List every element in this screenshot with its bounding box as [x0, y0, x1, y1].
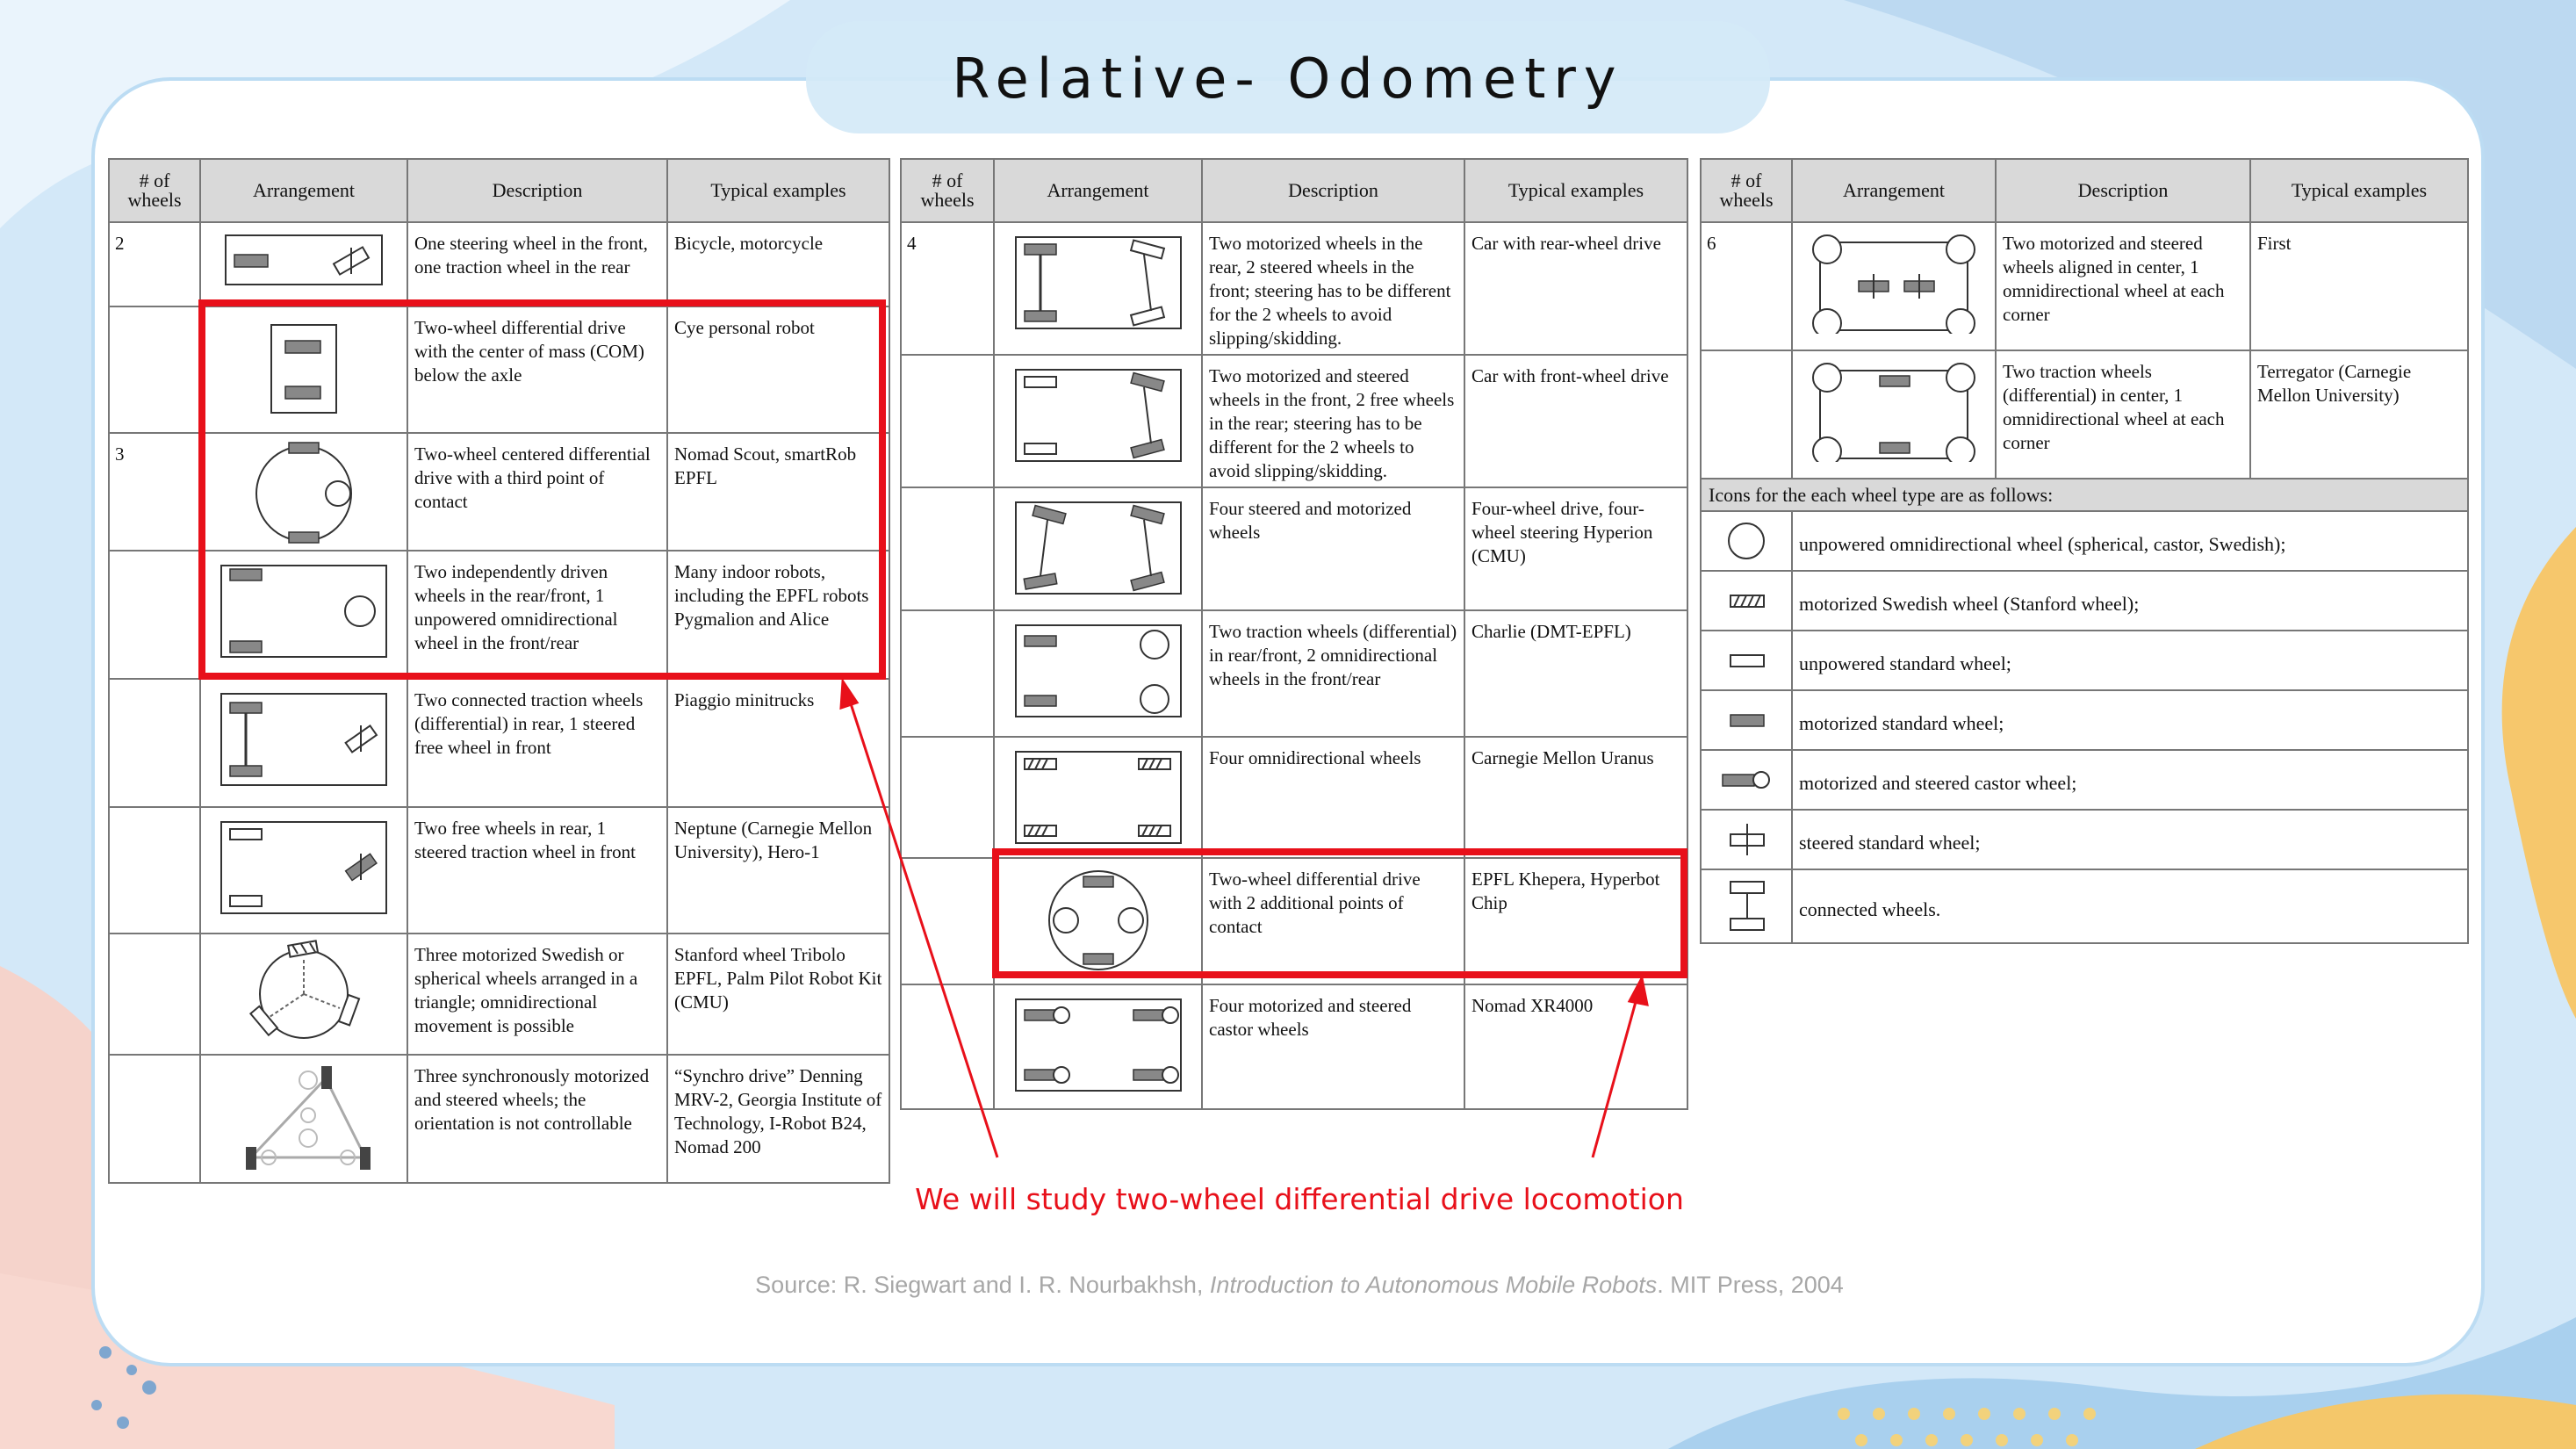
- row-examples: Car with front-wheel drive: [1464, 355, 1687, 487]
- row-examples: “Synchro drive” Denning MRV-2, Georgia Institute of Technology, I-Robot B24, Nomad 200: [667, 1055, 889, 1183]
- legend-text: motorized standard wheel;: [1792, 690, 2468, 750]
- row-description: Two motorized and steered wheels aligned in center, 1 omnidirectional wheel at each corner: [1996, 222, 2250, 350]
- arrow-head-right-icon: [1630, 978, 1647, 1005]
- arrow-head-left-icon: [841, 681, 857, 708]
- legend-title: Icons for the each wheel type are as follows:: [1701, 479, 2468, 511]
- study-note: We will study two-wheel differential drive locomotion: [915, 1182, 1684, 1216]
- header-description: Description: [1996, 159, 2250, 222]
- row-description: Two motorized and steered wheels in the front, 2 free wheels in the rear; steering has to be different for the 2 wheels to avoid slipping/skidding.: [1202, 355, 1464, 487]
- row-description: Two independently driven wheels in the rear/front, 1 unpowered omnidirectional wheel in the front/rear: [407, 551, 667, 679]
- row-examples: Car with rear-wheel drive: [1464, 222, 1687, 355]
- header-examples: Typical examples: [2250, 159, 2468, 222]
- legend-text: unpowered omnidirectional wheel (spherical, castor, Swedish);: [1792, 511, 2468, 571]
- row-description: Four steered and motorized wheels: [1202, 487, 1464, 610]
- row-description: One steering wheel in the front, one traction wheel in the rear: [407, 222, 667, 306]
- row-examples: First: [2250, 222, 2468, 350]
- source-book: Introduction to Autonomous Mobile Robots: [1209, 1272, 1658, 1298]
- row-examples: Cye personal robot: [667, 306, 889, 433]
- row-examples: EPFL Khepera, Hyperbot Chip: [1464, 858, 1687, 984]
- row-examples: Terregator (Carnegie Mellon University): [2250, 350, 2468, 479]
- row-examples: Neptune (Carnegie Mellon University), Hero-1: [667, 807, 889, 934]
- header-arrangement: Arrangement: [200, 159, 407, 222]
- row-examples: Nomad Scout, smartRob EPFL: [667, 433, 889, 551]
- row-description: Two motorized wheels in the rear, 2 steered wheels in the front; steering has to be different for the 2 wheels to avoid slipping/skidding.: [1202, 222, 1464, 355]
- row-description: Two free wheels in rear, 1 steered traction wheel in front: [407, 807, 667, 934]
- row-examples: Piaggio minitrucks: [667, 679, 889, 807]
- row-description: Four omnidirectional wheels: [1202, 737, 1464, 858]
- header-wheels: # of wheels: [1701, 159, 1792, 222]
- wheel-count: 2: [109, 222, 200, 306]
- header-examples: Typical examples: [667, 159, 889, 222]
- header-description: Description: [1202, 159, 1464, 222]
- row-examples: Many indoor robots, including the EPFL robots Pygmalion and Alice: [667, 551, 889, 679]
- legend-text: motorized and steered castor wheel;: [1792, 750, 2468, 810]
- row-examples: Stanford wheel Tribolo EPFL, Palm Pilot Robot Kit (CMU): [667, 934, 889, 1055]
- source-prefix: Source: R. Siegwart and I. R. Nourbakhsh,: [755, 1272, 1210, 1298]
- row-examples: Carnegie Mellon Uranus: [1464, 737, 1687, 858]
- wheel-count: 4: [901, 222, 994, 355]
- page-title: Relative- Odometry: [952, 47, 1624, 111]
- legend-text: steered standard wheel;: [1792, 810, 2468, 869]
- wheel-count: 3: [109, 433, 200, 551]
- row-description: Two traction wheels (differential) in center, 1 omnidirectional wheel at each corner: [1996, 350, 2250, 479]
- row-examples: Four-wheel drive, four-wheel steering Hyperion (CMU): [1464, 487, 1687, 610]
- row-examples: Charlie (DMT-EPFL): [1464, 610, 1687, 737]
- header-description: Description: [407, 159, 667, 222]
- header-arrangement: Arrangement: [1792, 159, 1996, 222]
- row-description: Two traction wheels (differential) in rear/front, 2 omnidirectional wheels in the front/rear: [1202, 610, 1464, 737]
- row-description: Two connected traction wheels (differential) in rear, 1 steered free wheel in front: [407, 679, 667, 807]
- row-description: Two-wheel differential drive with the center of mass (COM) below the axle: [407, 306, 667, 433]
- row-description: Three motorized Swedish or spherical wheels arranged in a triangle; omnidirectional movement is possible: [407, 934, 667, 1055]
- legend-text: motorized Swedish wheel (Stanford wheel);: [1792, 571, 2468, 631]
- legend-text: connected wheels.: [1792, 869, 2468, 943]
- header-wheels: # of wheels: [109, 159, 200, 222]
- row-description: Two-wheel differential drive with 2 additional points of contact: [1202, 858, 1464, 984]
- source-suffix: . MIT Press, 2004: [1657, 1272, 1844, 1298]
- wheel-count: 6: [1701, 222, 1792, 350]
- header-wheels: # of wheels: [901, 159, 994, 222]
- row-description: Two-wheel centered differential drive with a third point of contact: [407, 433, 667, 551]
- row-examples: Nomad XR4000: [1464, 984, 1687, 1109]
- row-description: Four motorized and steered castor wheels: [1202, 984, 1464, 1109]
- row-description: Three synchronously motorized and steered wheels; the orientation is not controllable: [407, 1055, 667, 1183]
- header-arrangement: Arrangement: [994, 159, 1202, 222]
- legend-text: unpowered standard wheel;: [1792, 631, 2468, 690]
- source-citation: [615, 1272, 1984, 1299]
- header-examples: Typical examples: [1464, 159, 1687, 222]
- row-examples: Bicycle, motorcycle: [667, 222, 889, 306]
